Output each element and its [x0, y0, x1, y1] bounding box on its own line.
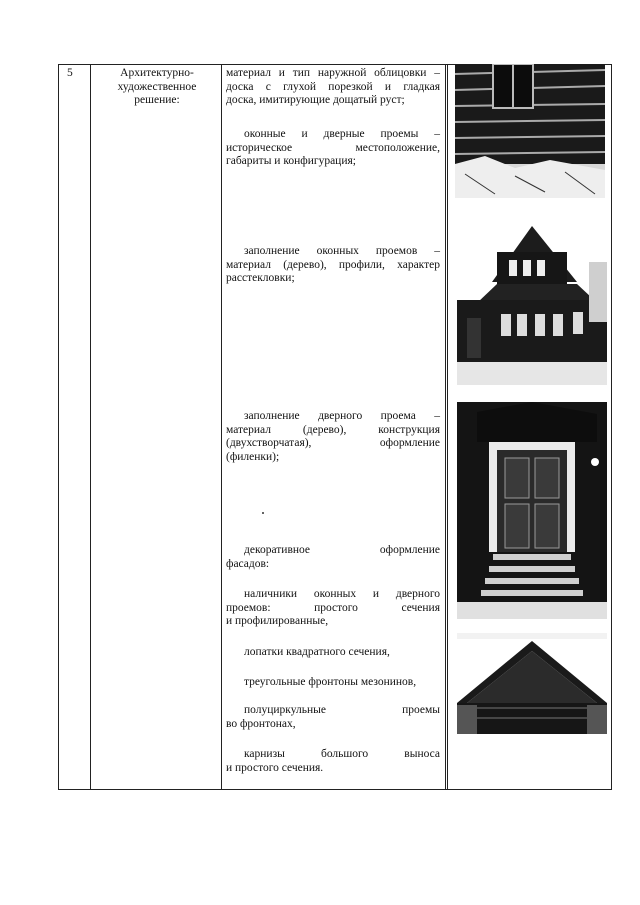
- text-line: (филенки);: [226, 450, 280, 463]
- item-cornices: [226, 748, 440, 775]
- item-facade-decoration: [226, 544, 440, 571]
- column-divider-2: [221, 64, 222, 790]
- gable-roof-photo: [457, 633, 607, 734]
- text-line: оконные и дверные проемы –: [244, 128, 440, 140]
- house-entrance-door-photo: [457, 402, 607, 619]
- text-line: наличники оконных и дверного: [244, 588, 440, 600]
- item-window-filling: [226, 245, 440, 286]
- item-facing-material: [226, 67, 440, 108]
- wooden-house-facade-photo: [457, 222, 607, 385]
- text-line: и профилированные,: [226, 615, 329, 627]
- table-left-border: [58, 64, 59, 790]
- text-line: проемов: простого сечения: [226, 601, 440, 614]
- column-divider-1: [90, 64, 91, 790]
- table-bottom-border: [58, 789, 612, 790]
- text-line: во фронтонах,: [226, 717, 296, 730]
- text-line: и простого сечения.: [226, 761, 324, 774]
- stray-mark: [262, 512, 264, 514]
- item-pilasters: [226, 646, 440, 660]
- text-line: карнизы большого выноса: [244, 748, 440, 760]
- text-line: (двухстворчатая), оформление: [226, 437, 440, 449]
- text-line: декоративное оформление: [244, 544, 440, 556]
- column-divider-3b: [447, 64, 448, 790]
- section-title: Архитектурно-художественное решение:: [117, 67, 197, 106]
- text-line: заполнение оконных проемов –: [244, 245, 440, 257]
- item-door-filling: [226, 410, 440, 464]
- item-window-trims: [226, 588, 440, 629]
- text-line: фасадов:: [226, 557, 270, 570]
- text-line: материал (дерево), конструкция: [226, 423, 440, 436]
- text-line: доска, имитирующие дощатый руст;: [226, 94, 405, 106]
- table-right-border: [611, 64, 612, 790]
- text-line: заполнение дверного проема –: [244, 410, 440, 422]
- text-line: расстекловки;: [226, 272, 295, 284]
- column-divider-3: [445, 64, 446, 790]
- text-line: габариты и конфигурация;: [226, 155, 356, 167]
- text-line: доска с глухой порезкой и гладкая: [226, 80, 440, 93]
- text-line: лопатки квадратного сечения,: [244, 646, 390, 658]
- wooden-wall-siding-photo: [455, 64, 605, 198]
- text-line: материал и тип наружной облицовки –: [226, 67, 440, 79]
- text-line: историческое местоположение,: [226, 141, 440, 154]
- text-line: полуциркульные проемы: [244, 704, 440, 716]
- text-line: треугольные фронтоны мезонинов,: [244, 676, 417, 688]
- row-number: 5: [67, 67, 73, 79]
- item-window-door-openings: [226, 128, 440, 169]
- item-semicircular-openings: [226, 704, 440, 731]
- item-pediments: [226, 676, 440, 690]
- text-line: материал (дерево), профили, характер: [226, 258, 440, 271]
